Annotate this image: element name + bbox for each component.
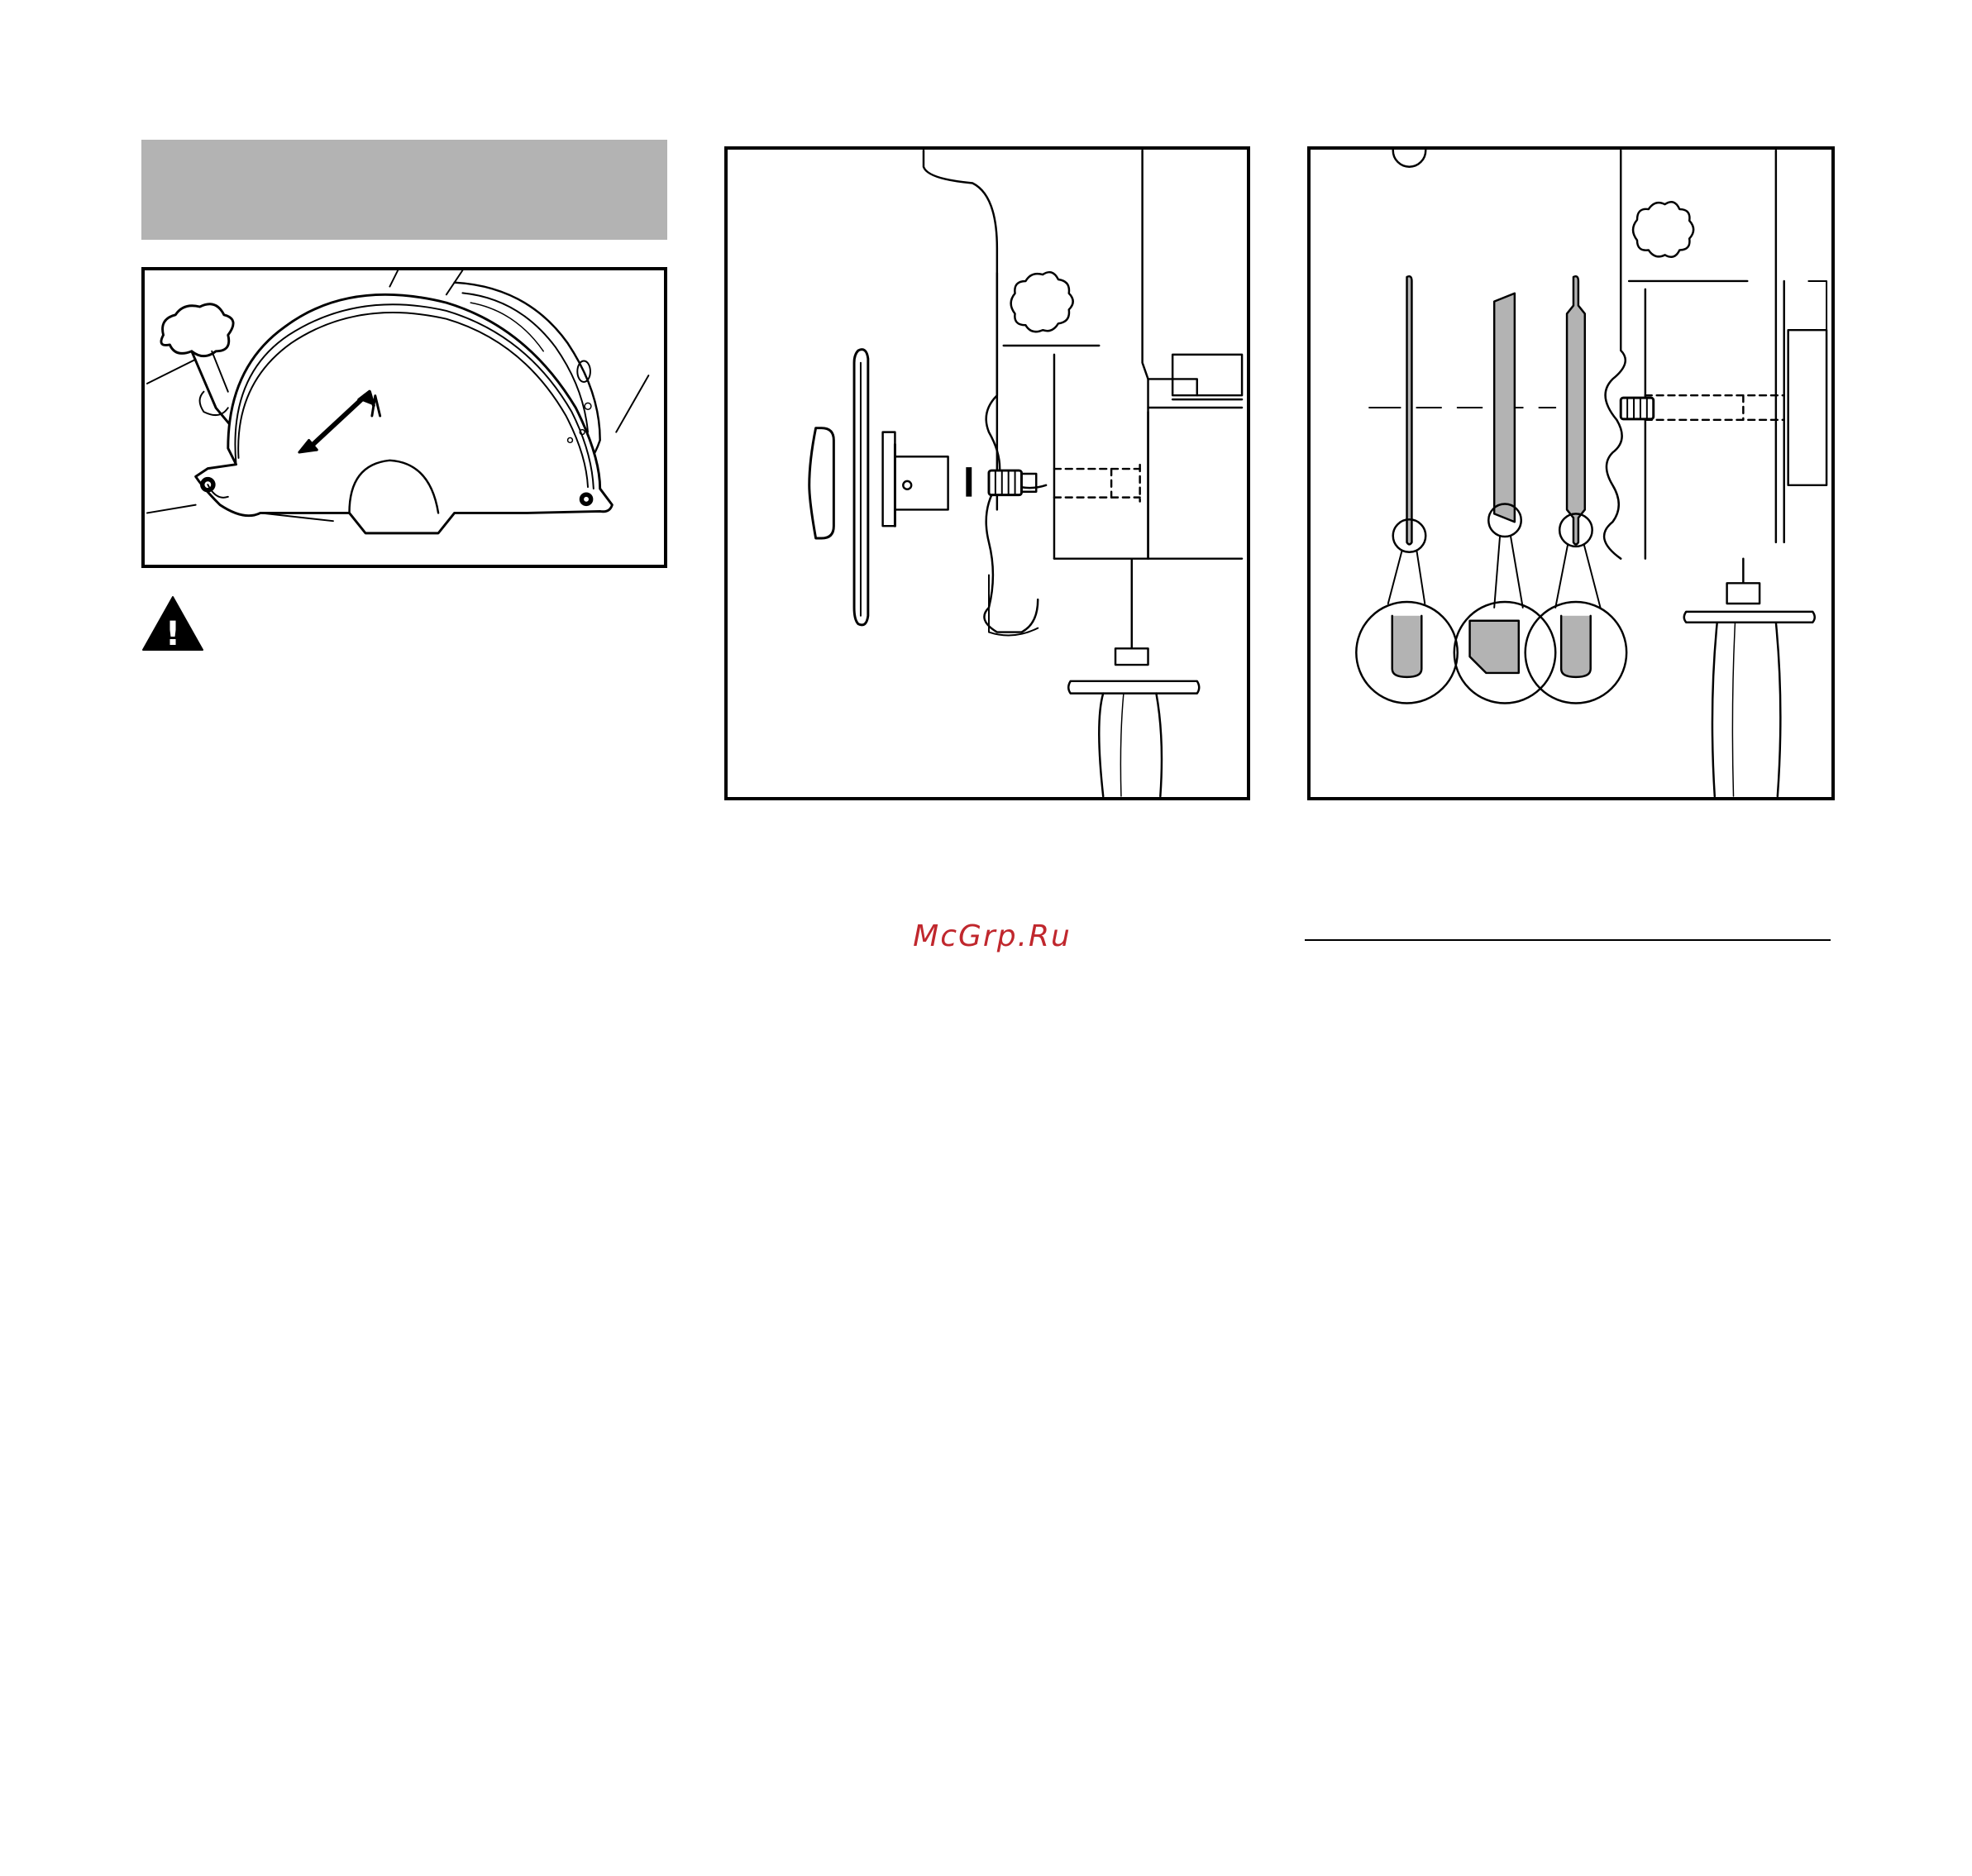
- watermark: McGrp.Ru: [913, 919, 1072, 953]
- blade-profiles-figure: [1307, 146, 1835, 800]
- warning-glyph: !: [165, 615, 181, 652]
- blade-mounting-figure: [724, 146, 1250, 800]
- blade-guard-figure: [141, 267, 667, 568]
- warning-triangle-icon: [141, 595, 204, 652]
- blade-mounting-illustration: [728, 150, 1247, 797]
- section-banner: [141, 140, 667, 240]
- blade-profiles-illustration: [1311, 150, 1831, 797]
- horizontal-rule: [1305, 939, 1831, 941]
- blade-guard-illustration: [145, 270, 664, 565]
